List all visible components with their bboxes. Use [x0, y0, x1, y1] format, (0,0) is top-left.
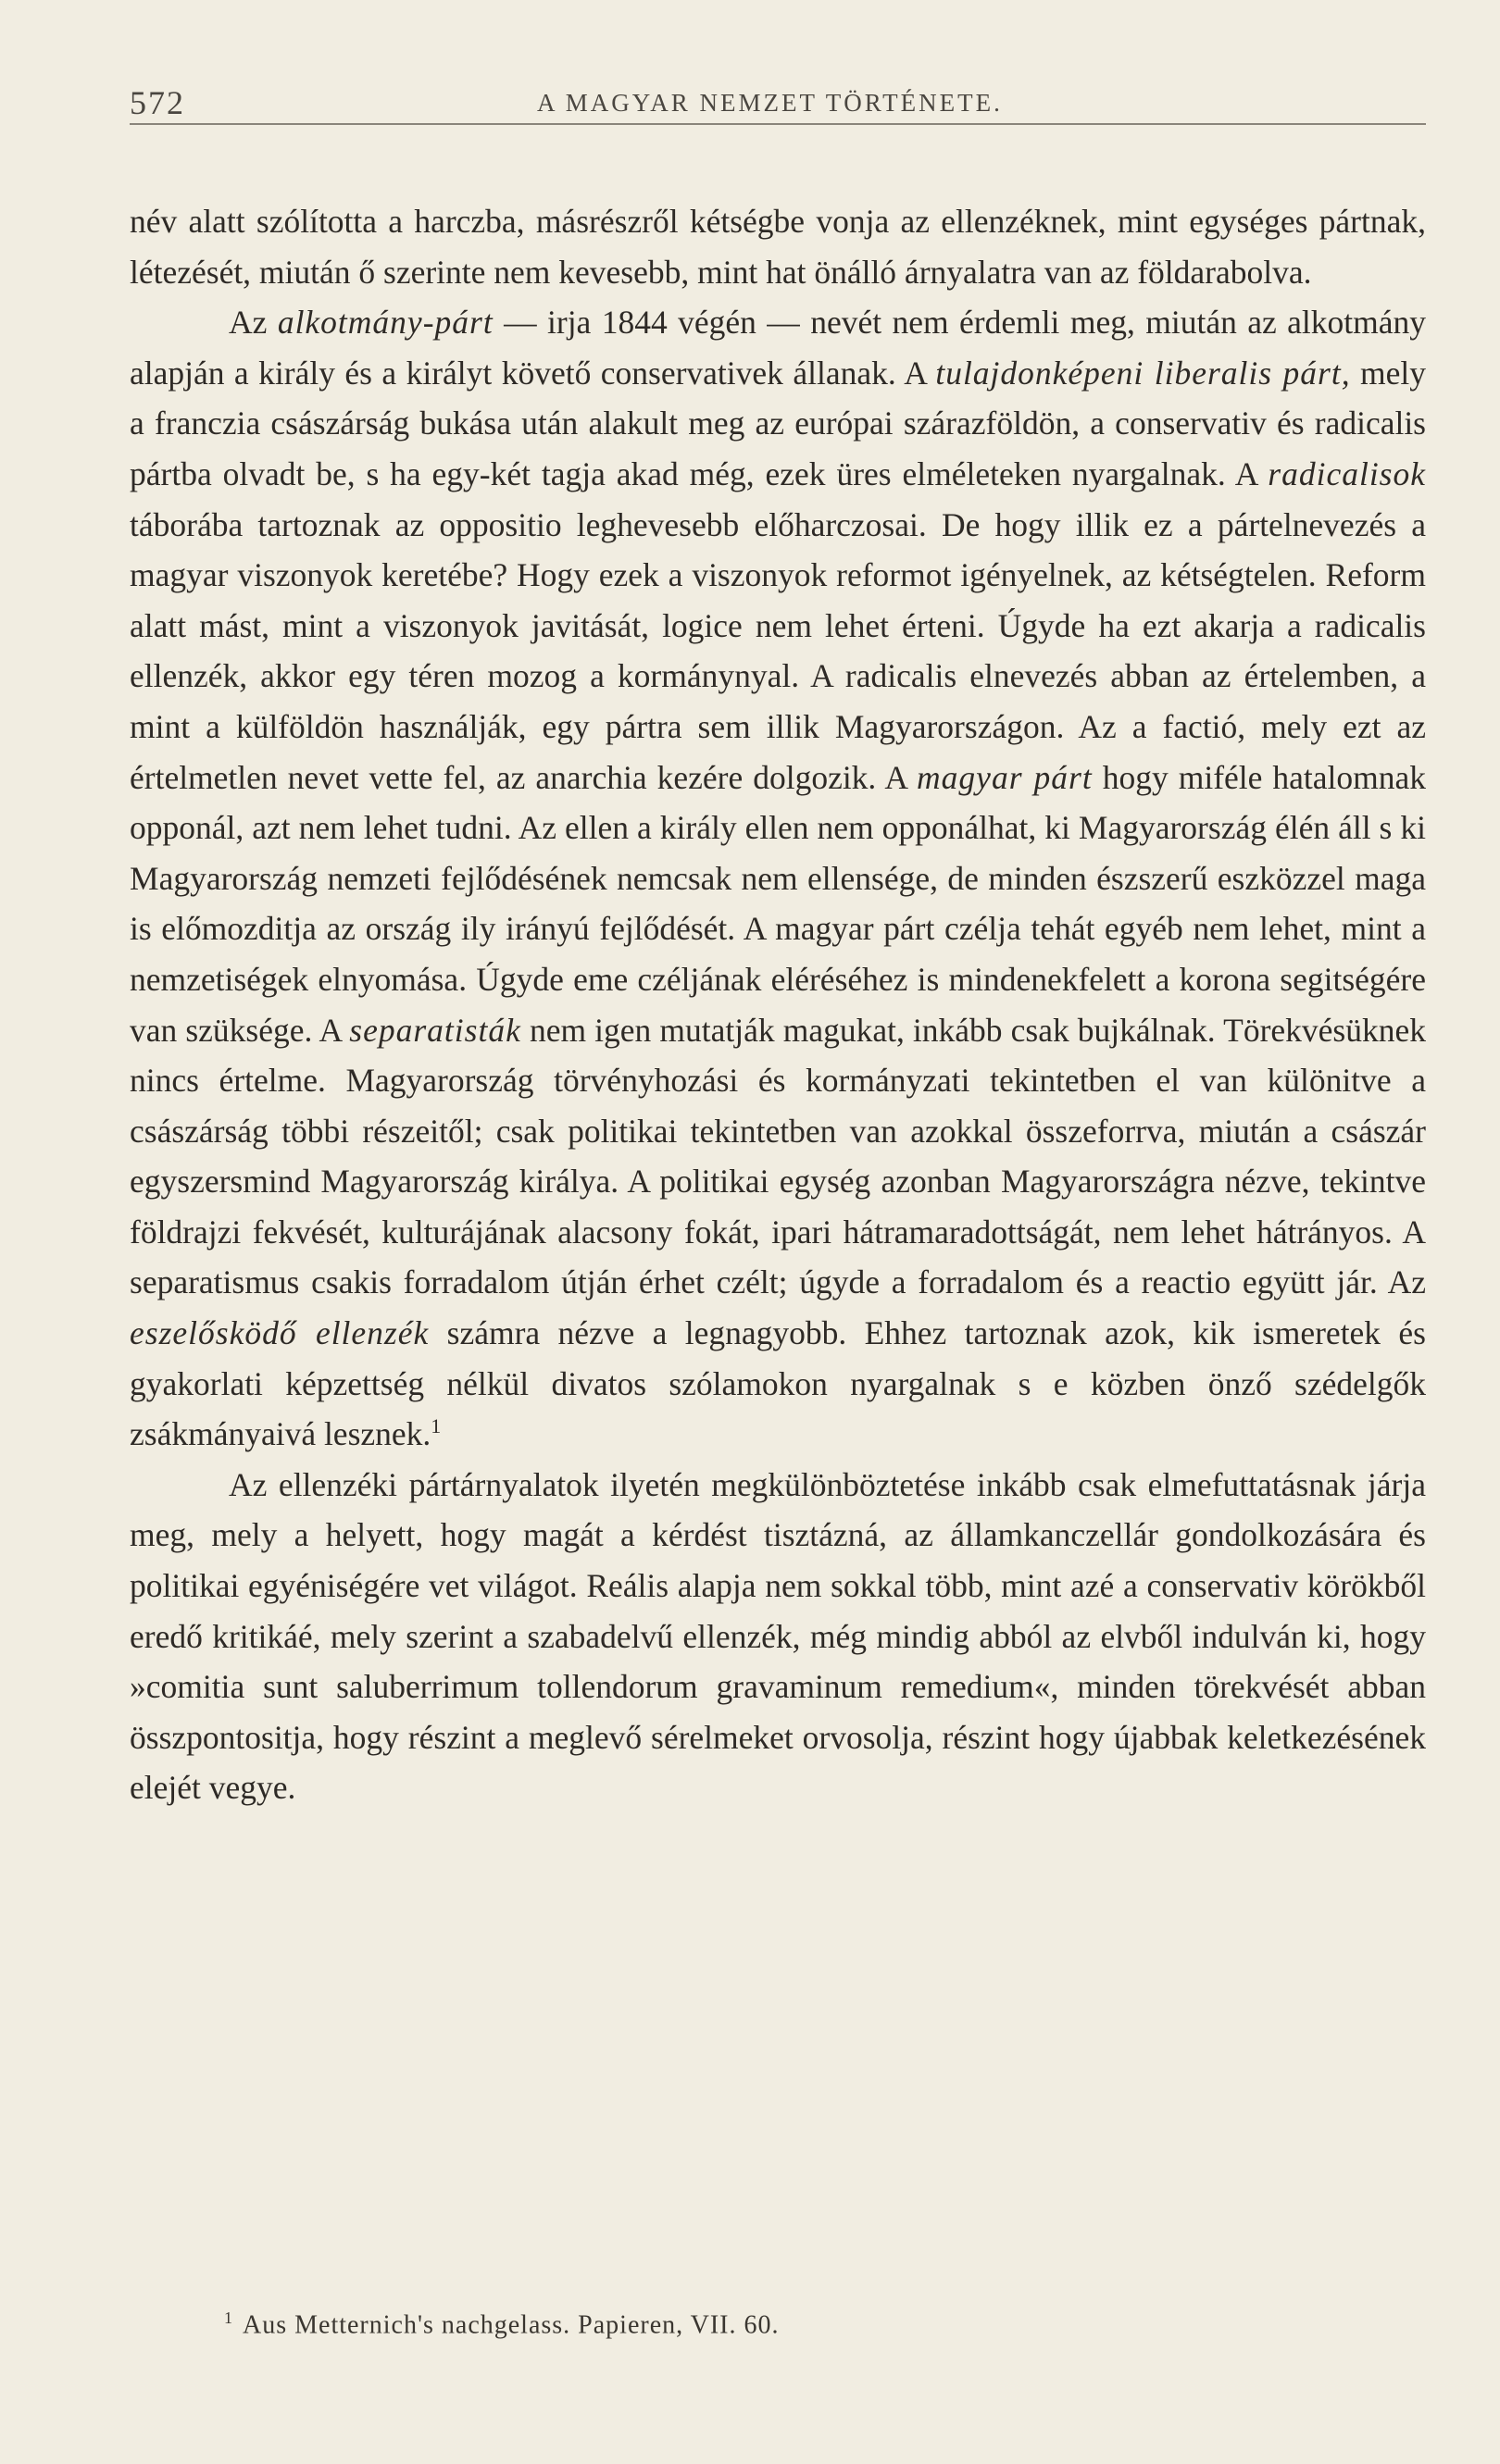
text-span: — irja 1844 végén — nevét nem érdemli meg, miután az alkotmány alapján a király és a királyt követő conservativek állanak. A: [130, 304, 1426, 392]
running-title: A MAGYAR NEMZET TÖRTÉNETE.: [537, 89, 1003, 117]
italic-term-separatistak: separatisták: [349, 1011, 521, 1049]
text-span: táborába tartoznak az oppositio leghevesebb előharczosai. De hogy illik ez a pártelnevezés a magyar viszonyok keretébe? Hogy ezek a viszonyok reformot igényelnek, az kétségtelen. Reform alatt mást, mint a viszonyok javitását, logice nem lehet érteni. Úgyde ha ezt akarja a radicalis ellenzék, akkor egy téren mozog a kormánynyal. A radicalis elnevezés abban az értelemben, a mint a külföldön használják, egy pártra sem illik Magyarországon. Az a factió, mely ezt az értelmetlen nevet vette fel, az anarchia kezére dolgozik. A: [130, 505, 1426, 796]
paragraph-3: Az ellenzéki pártárnyalatok ilyetén megkülönböztetése inkább csak elmefuttatásnak járja meg, mely a helyett, hogy magát a kérdést tisztázná, az államkanczellár gondolkozására és politikai egyéniségére vet világot. Reális alapja nem sokkal több, mint azé a conservativ körökből eredő kritikáé, mely szerint a szabadelvű ellenzék, még mindig abból az elvből indulván ki, hogy »comitia sunt saluberrimum tollendorum gravaminum remedium«, minden törekvését abban összpontositja, hogy részint a meglevő sérelmeket orvosolja, részint hogy újabbak keletkezésének elejét vegye.: [130, 1465, 1426, 1807]
footnote-reference: 1: [431, 1414, 442, 1438]
text-span: hogy miféle hatalomnak opponál, azt nem lehet tudni. Az ellen a király ellen nem opponálhat, ki Magyarország élén áll s ki Magyarország nemzeti fejlődésének nemcsak nem ellensége, de minden észszerű eszközzel maga is előmozditja az ország ily irányú fejlődését. A magyar párt czélja tehát egyéb nem lehet, mint a nemzetiségek elnyomása. Úgyde eme czéljának eléréséhez is mindenekfelett a korona segitségére van szüksége. A: [130, 758, 1427, 1049]
paragraph-1: név alatt szólította a harczba, másrészről kétségbe vonja az ellenzéknek, mint egységes pártnak, létezését, miután ő szerinte nem kevesebb, mint hat önálló árnyalatra van az földarabolva.: [130, 203, 1426, 291]
italic-term-eszelos-ellenzek: eszelősködő ellenzék: [130, 1314, 430, 1352]
header-rule: [130, 123, 1426, 125]
italic-term-liberalis-part: tulajdonképeni liberalis párt,: [935, 354, 1351, 392]
text-span: számra nézve a legnagyobb. Ehhez tartoznak azok, kik ismeretek és gyakorlati képzettség nélkül divatos szólamokon nyargalnak s e közben önző szédelgők zsákmányaivá lesznek.: [130, 1314, 1426, 1453]
paragraph-2: [130, 297, 1426, 1460]
body-text: [130, 196, 1426, 1813]
italic-term-radicalisok: radicalisok: [1268, 454, 1426, 492]
footnote: [224, 2308, 1335, 2340]
page-number: 572: [130, 84, 185, 121]
text-span: Az: [229, 304, 278, 342]
italic-term-magyar-part: magyar párt: [917, 758, 1093, 796]
footnote-marker: 1: [224, 2308, 233, 2327]
page-header: [130, 74, 1426, 130]
text-span: nem igen mutatják magukat, inkább csak bujkálnak. Törekvésüknek nincs értelme. Magyarország törvényhozási és kormányzati tekintetben el van különitve a császárság többi részeitől; csak politikai tekintetben van azokkal összeforrva, miután a császár egyszersmind Magyarország királya. A politikai egység azonban Magyarországra nézve, tekintve földrajzi fekvését, kulturájának alacsony fokát, ipari hátramaradottságát, nem lehet hátrányos. A separatismus csakis forradalom útján érhet czélt; úgyde a forradalom és a reactio együtt jár. Az: [130, 1011, 1426, 1301]
text-span: mely a franczia császárság bukása után alakult meg az európai szárazföldön, a conservativ és radicalis pártba olvadt be, s ha egy-két tagja akad még, ezek üres elméleteken nyargalnak. A: [130, 354, 1427, 492]
footnote-text: Aus Metternich's nachgelass. Papieren, VII. 60.: [243, 2310, 780, 2340]
italic-term-alkotmany-part: alkotmány-párt: [277, 304, 494, 342]
